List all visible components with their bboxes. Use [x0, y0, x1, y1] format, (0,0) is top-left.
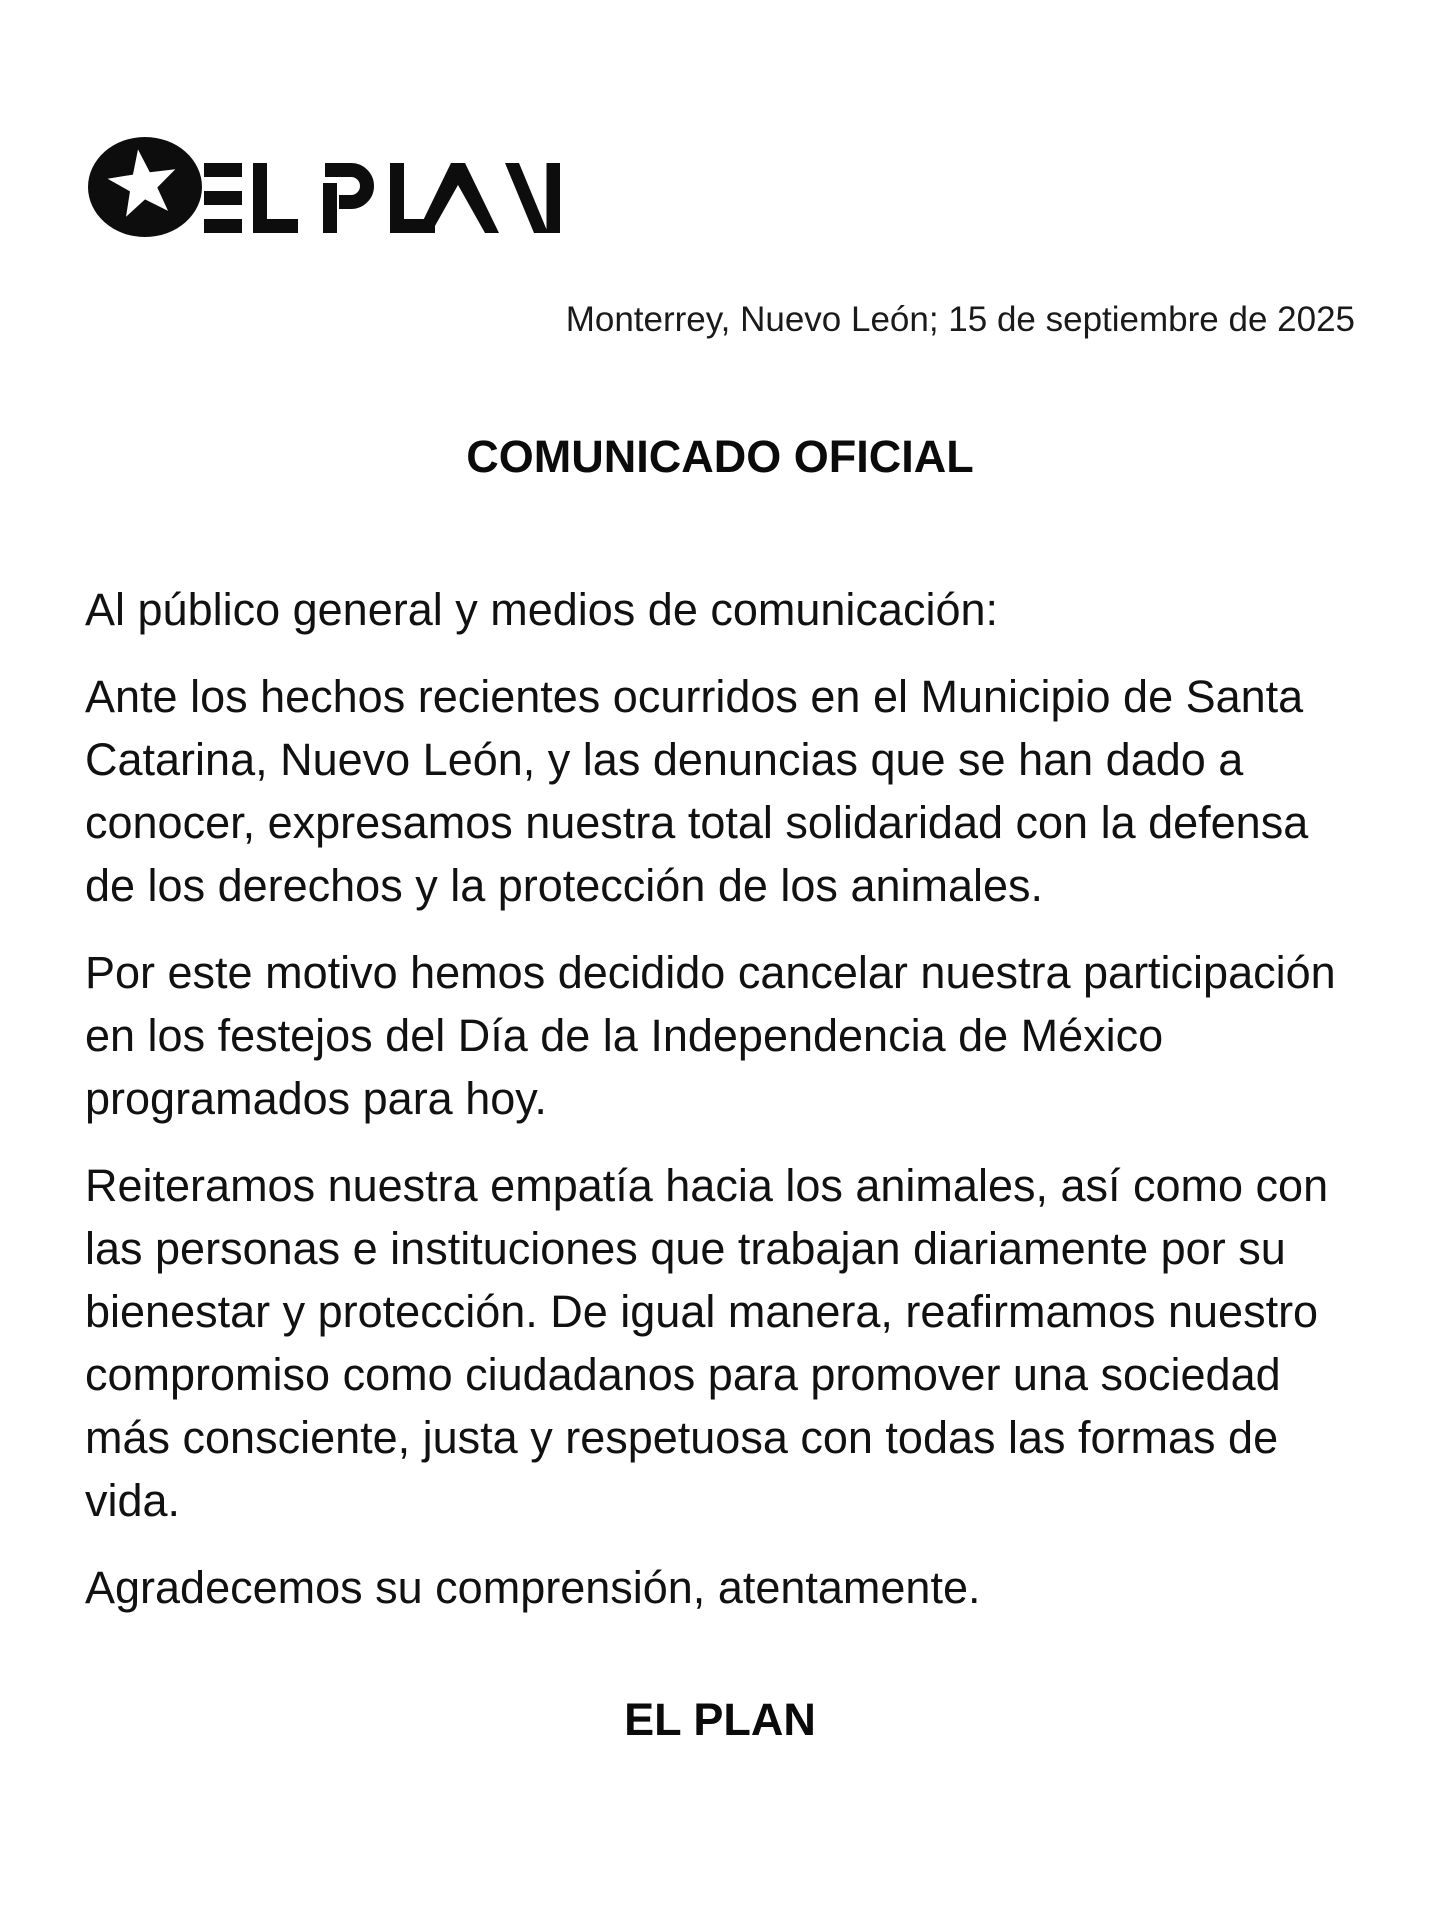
document-body	[85, 578, 1355, 1643]
logo-wordmark	[204, 163, 560, 233]
dateline: Monterrey, Nuevo León; 15 de septiembre de 2025	[565, 300, 1355, 339]
paragraph-cancellation: Por este motivo hemos decidido cancelar nuestra participación en los festejos del Día de la Independencia de México programados para hoy.	[85, 947, 1336, 1124]
signature: EL PLAN	[624, 1694, 816, 1745]
star-circle-icon	[88, 137, 202, 237]
el-plan-logo	[85, 133, 560, 238]
paragraph-commitment: Reiteramos nuestra empatía hacia los animales, así como con las personas e instituciones que trabajan diariamente por su bienestar y protección. De igual manera, reafirmamos nuestro compromiso como ciudadanos para promover una sociedad más consciente, justa y respetuosa con todas las formas de vida.	[85, 1160, 1329, 1526]
paragraph-closing: Agradecemos su comprensión, atentamente.	[85, 1562, 981, 1613]
document-title: COMUNICADO OFICIAL	[466, 431, 974, 482]
paragraph-context: Ante los hechos recientes ocurridos en el Municipio de Santa Catarina, Nuevo León, y las denuncias que se han dado a conocer, expresamos nuestra total solidaridad con la defensa de los derechos y la protección de los animales.	[85, 671, 1309, 911]
el-plan-logo-graphic	[85, 133, 560, 238]
paragraph-salutation: Al público general y medios de comunicación:	[85, 584, 999, 635]
